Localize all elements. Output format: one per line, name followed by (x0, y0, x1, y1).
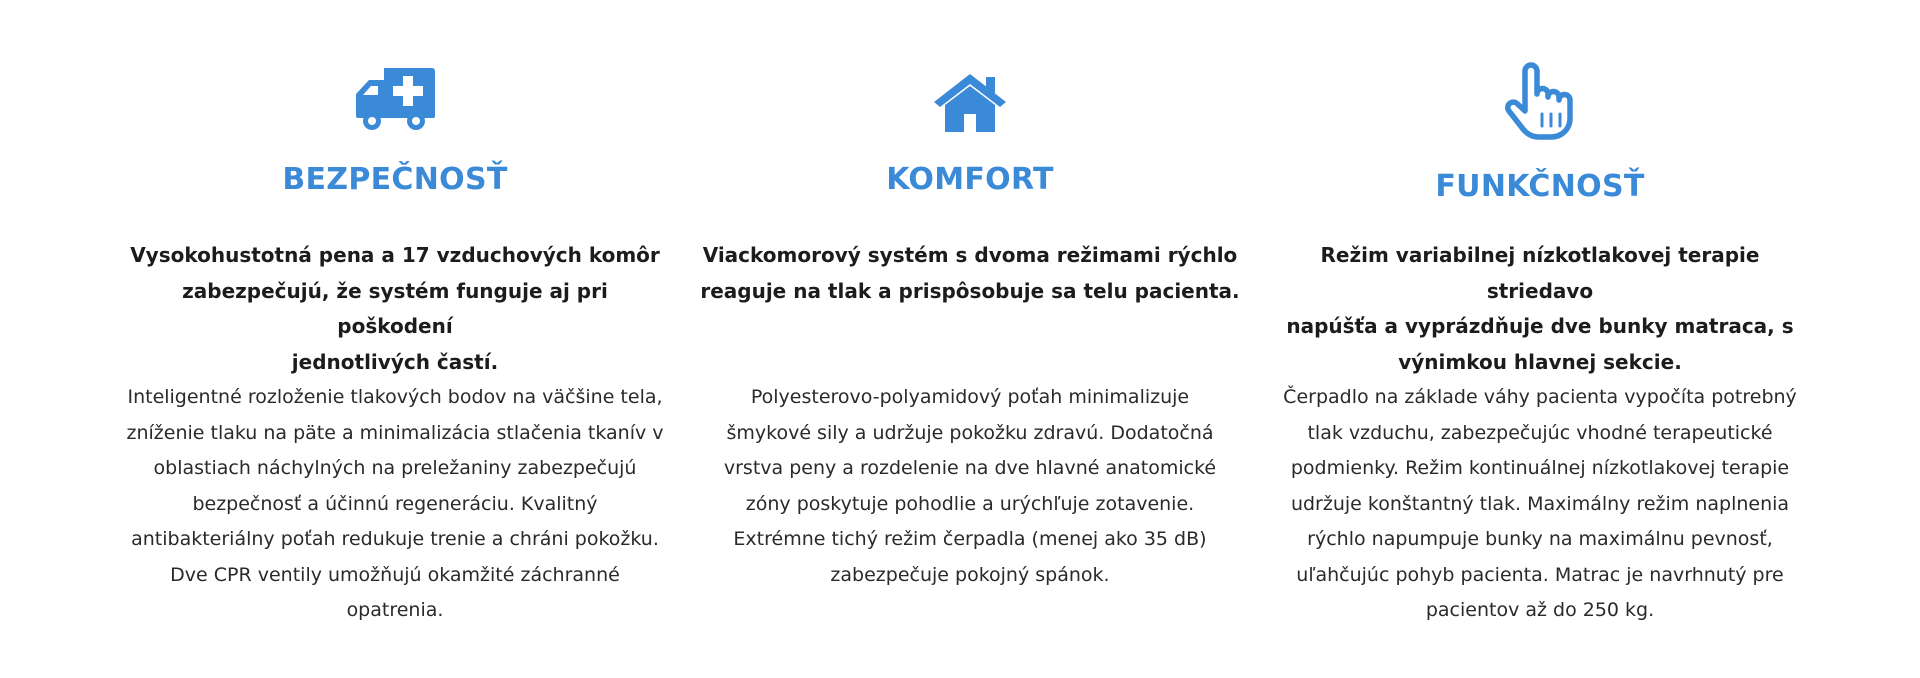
ambulance-icon (125, 66, 665, 132)
pointing-hand-icon (1270, 62, 1810, 140)
feature-title: KOMFORT (886, 162, 1054, 197)
feature-description: Čerpadlo na základe váhy pacienta vypočíta potrebný tlak vzduchu, zabezpečujúc vhodné terapeutické podmienky. Režim kontinuálnej nízkotlakovej terapie udržuje konštantný tlak. Maximálny režim naplnenia rýchlo napumpuje bunky na maximálnu pevnosť, uľahčujúc pohyb pacienta. Matrac je navrhnutý pre pacientov až do 250 kg. (1283, 386, 1797, 621)
home-icon (700, 72, 1240, 134)
feature-title: BEZPEČNOSŤ (282, 162, 508, 197)
pointing-hand-icon-graphic (1503, 62, 1577, 140)
feature-lead: Režim variabilnej nízkotlakovej terapie striedavo napúšťa a vyprázdňuje dve bunky matraca, s výnimkou hlavnej sekcie. (1286, 243, 1794, 374)
ambulance-icon-graphic (354, 66, 436, 132)
feature-title: FUNKČNOSŤ (1435, 169, 1645, 204)
feature-lead: Vysokohustotná pena a 17 vzduchových komôr zabezpečujú, že systém funguje aj pri poškodení jednotlivých častí. (130, 243, 660, 374)
home-icon-graphic (932, 72, 1008, 134)
feature-description: Polyesterovo-polyamidový poťah minimalizuje šmykové sily a udržuje pokožku zdravú. Dodatočná vrstva peny a rozdelenie na dve hlavné anatomické zóny poskytuje pohodlie a urýchľuje zotavenie. Extrémne tichý režim čerpadla (menej ako 35 dB) zabezpečuje pokojný spánok. (723, 386, 1217, 586)
feature-lead: Viackomorový systém s dvoma režimami rýchlo reaguje na tlak a prispôsobuje sa telu pacienta. (700, 243, 1240, 303)
feature-description: Inteligentné rozloženie tlakových bodov na väčšine tela, zníženie tlaku na päte a minimalizácia stlačenia tkanív v oblastiach náchylných na preležaniny zabezpečujú bezpečnosť a účinnú regeneráciu. Kvalitný antibakteriálny poťah redukuje trenie a chráni pokožku. Dve CPR ventily umožňujú okamžité záchranné opatrenia. (126, 386, 664, 621)
